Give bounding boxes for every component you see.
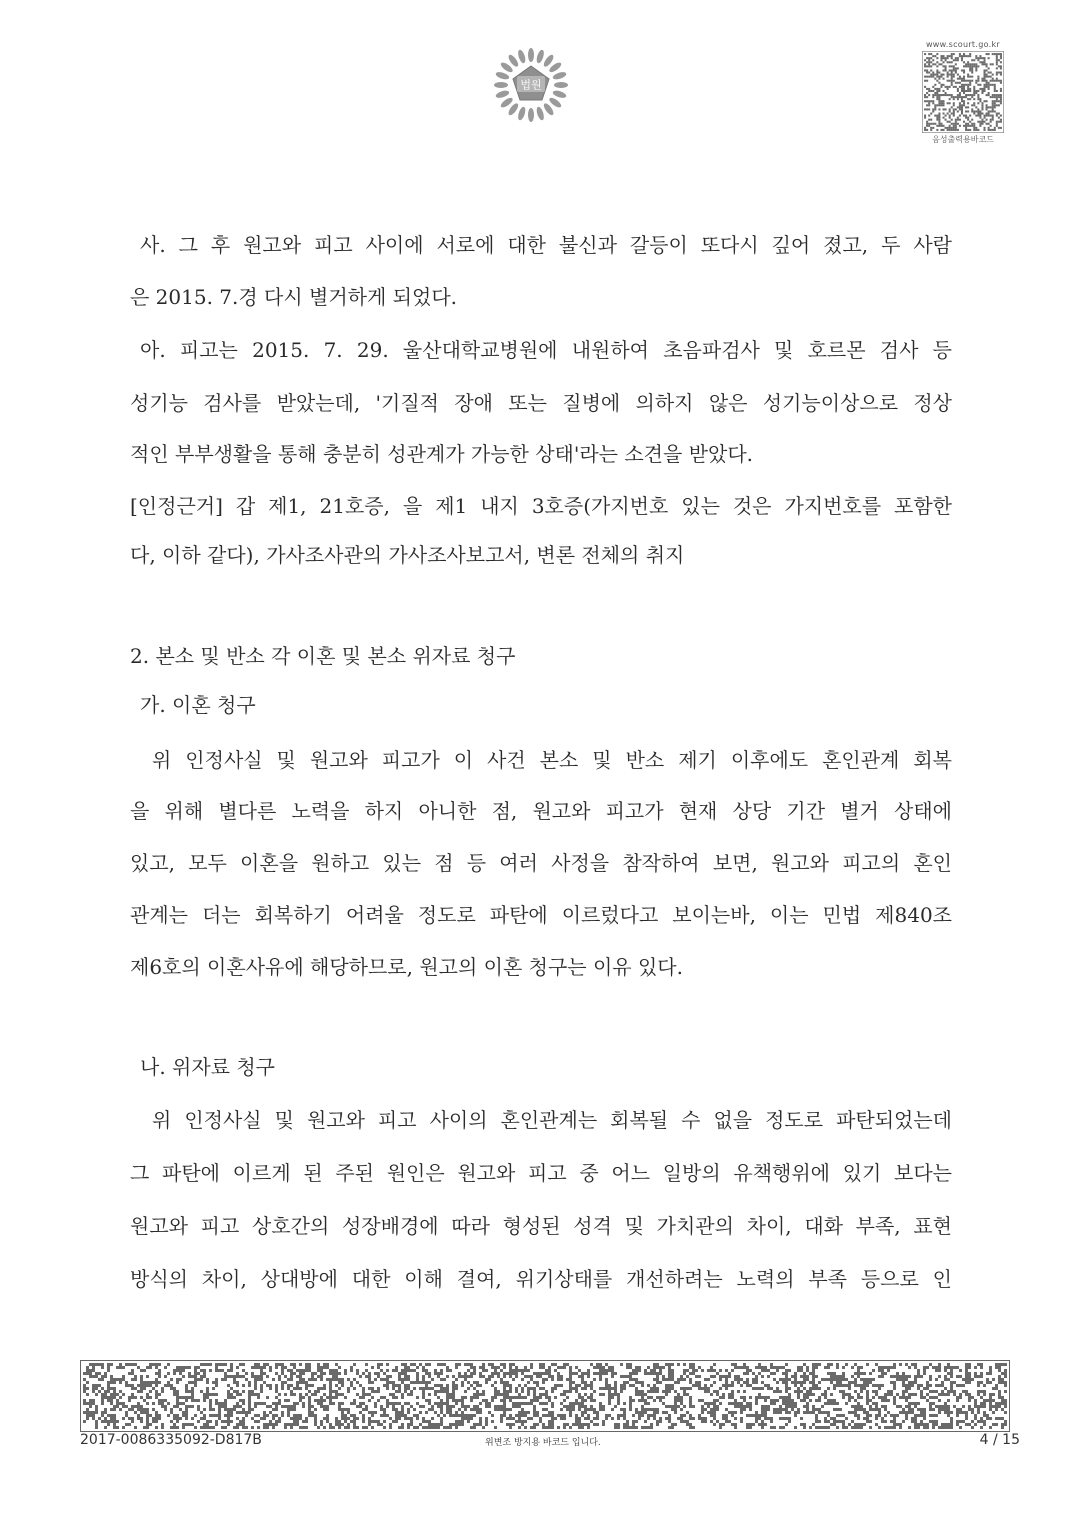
body-line: 그 파탄에 이르게 된 주된 원인은 원고와 피고 중 어느 일방의 유책행위에 있기 보다는	[130, 1161, 952, 1185]
body-line: 원고와 피고 상호간의 성장배경에 따라 형성된 성격 및 가치관의 차이, 대화 부족, 표현	[130, 1214, 952, 1238]
page-footer	[80, 1432, 1020, 1452]
body-line: 적인 부부생활을 통해 충분히 성관계가 가능한 상태'라는 소견을 받았다.	[130, 442, 753, 466]
anti-forgery-barcode-icon	[80, 1360, 1010, 1432]
voice-barcode-block	[918, 40, 1008, 145]
body-line: 을 위해 별다른 노력을 하지 아니한 점, 원고와 피고가 현재 상당 기간 별거 상태에	[130, 799, 952, 823]
body-line: 위 인정사실 및 원고와 피고가 이 사건 본소 및 반소 제기 이후에도 혼인관계 회복	[152, 748, 952, 772]
body-line: 은 2015. 7.경 다시 별거하게 되었다.	[130, 285, 458, 309]
body-line: 사. 그 후 원고와 피고 사이에 서로에 대한 불신과 갈등이 또다시 깊어 졌고, 두 사람	[140, 233, 952, 257]
body-line: 관계는 더는 회복하기 어려울 정도로 파탄에 이르렀다고 보이는바, 이는 민법 제840조	[130, 903, 952, 927]
body-line: 아. 피고는 2015. 7. 29. 울산대학교병원에 내원하여 초음파검사 및 호르몬 검사 등	[140, 338, 952, 362]
body-line: 성기능 검사를 받았는데, '기질적 장애 또는 질병에 의하지 않은 성기능이상으로 정상	[130, 391, 952, 415]
body-line: 위 인정사실 및 원고와 피고 사이의 혼인관계는 회복될 수 없을 정도로 파탄되었는데	[152, 1108, 952, 1132]
subsection-heading: 나. 위자료 청구	[140, 1055, 275, 1079]
barcode-notice: 위변조 방지용 바코드 입니다.	[485, 1438, 601, 1448]
emblem-label: 법원	[520, 78, 542, 92]
court-url: www.scourt.go.kr	[925, 40, 1001, 49]
voice-barcode-icon	[922, 51, 1004, 133]
subsection-heading: 가. 이혼 청구	[140, 693, 256, 717]
section-heading: 2. 본소 및 반소 각 이혼 및 본소 위자료 청구	[130, 644, 516, 668]
body-line: 방식의 차이, 상대방에 대한 이해 결여, 위기상태를 개선하려는 노력의 부족 등으로 인	[130, 1267, 952, 1291]
voice-barcode-caption: 음성출력용바코드	[932, 135, 994, 144]
body-line: 제6호의 이혼사유에 해당하므로, 원고의 이혼 청구는 이유 있다.	[130, 955, 683, 979]
body-line: 다, 이하 같다), 가사조사관의 가사조사보고서, 변론 전체의 취지	[130, 543, 685, 567]
body-line: [인정근거] 갑 제1, 21호증, 을 제1 내지 3호증(가지번호 있는 것은 가지번호를 포함한	[130, 494, 952, 518]
body-line: 있고, 모두 이혼을 원하고 있는 점 등 여러 사정을 참작하여 보면, 원고와 피고의 혼인	[130, 851, 952, 875]
page-number: 4 / 15	[979, 1432, 1020, 1448]
court-emblem	[492, 46, 570, 124]
document-id: 2017-0086335092-D817B	[80, 1432, 262, 1448]
